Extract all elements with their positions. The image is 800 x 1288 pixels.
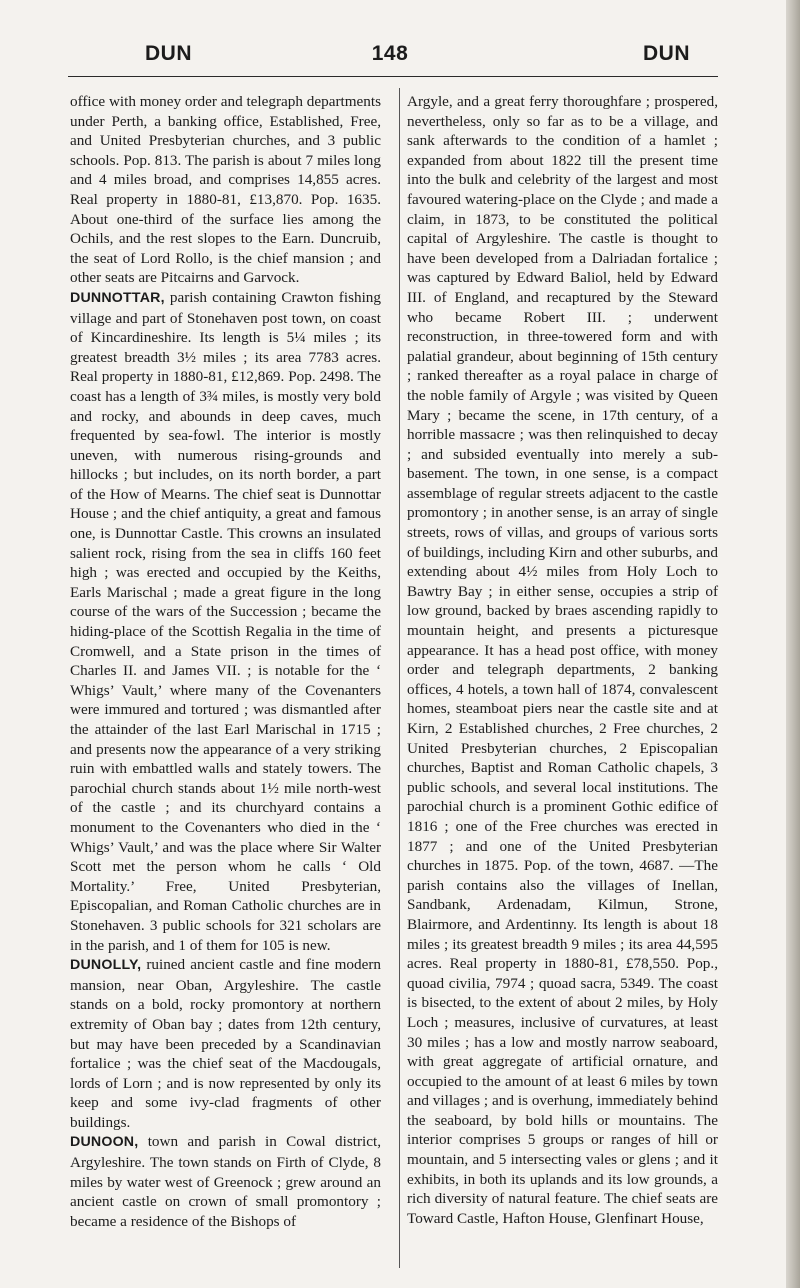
header-rule bbox=[68, 76, 718, 77]
page-edge bbox=[786, 0, 800, 1288]
headword: DUNOLLY, bbox=[70, 957, 142, 974]
running-head-right: DUN bbox=[643, 42, 690, 65]
entry-dunnottar bbox=[70, 288, 381, 955]
entry-dunolly bbox=[70, 955, 381, 1132]
headword: DUNNOTTAR, bbox=[70, 289, 165, 306]
running-head-left: DUN bbox=[145, 42, 192, 65]
entry-text: parish containing Crawton fishing village and part of Stonehaven post town, on coast of Kincardineshire. Its length is 5¼ miles ; its greatest breadth 3½ miles ; its area 7783 acres. Real property in 1880-81, £12,869. Pop. 2498. The coast has a length of 3¾ miles, is mostly very bold and rocky, and abounds in deep caves, much frequented by sea-fowl. The interior is mostly uneven, with numerous rising-grounds and hillocks ; but includes, on its north border, a part of the How of Mearns. The chief seat is Dunnottar House ; and the chief antiquity, a great and famous one, is Dunnottar Castle. This crowns an insulated salient rock, rising from the sea in cliffs 160 feet high ; was erected and occupied by the Keiths, Earls Marischal ; made a great figure in the long course of the wars of the Succession ; became the hiding-place of the Scottish Regalia in the time of Cromwell, and a State prison in the times of Charles II. and James VII. ; is notable for the ‘ Whigs’ Vault,’ where many of the Covenanters were immured and tortured ; was dismantled after the attainder of the last Earl Marischal in 1715 ; and presents now the appearance of a very striking ruin with embattled walls and stately towers. The parochial church stands about 1½ mile north-west of the castle ; and its churchyard contains a monument to the Covenanters who died in the ‘ Whigs’ Vault,’ and was the place where Sir Walter Scott met the person whom he calls ‘ Old Mortality.’ Free, United Presbyterian, Episcopalian, and Roman Catholic churches are in Stonehaven. 3 public schools for 321 scholars are in the parish, and 1 of them for 105 is new. bbox=[70, 288, 381, 954]
entry-dunoon bbox=[70, 1132, 381, 1231]
page-number: 148 bbox=[371, 42, 409, 65]
entry-text: ruined ancient castle and fine modern mansion, near Oban, Argyleshire. The castle stands on a bold, rocky promontory at northern extremity of Oban bay ; dates from 12th century, but may have been preceded by a Scandinavian fortalice ; was the chief seat of the Macdougals, lords of Lorn ; and is now represented by only its keep and some ivy-clad fragments of other buildings. bbox=[70, 956, 381, 1131]
running-head bbox=[60, 42, 720, 72]
column-divider bbox=[399, 88, 400, 1268]
entry-text: town and parish in Cowal district, Argyleshire. The town stands on Firth of Clyde, 8 miles by water west of Greenock ; grew around an ancient castle on crown of small promontory ; became a residence of the Bishops of bbox=[70, 1133, 381, 1230]
headword: DUNOON, bbox=[70, 1134, 139, 1151]
right-column-text: Argyle, and a great ferry thoroughfare ; prospered, nevertheless, only so far as to be a village, and sank afterwards to the condition of a hamlet ; expanded from about 1822 till the present time into the bulk and celebrity of the largest and most favoured watering-place on the Clyde ; and made a claim, in 1873, to be constituted the political capital of Argyleshire. The castle is thought to have been developed from a Dalriadan fortalice ; was captured by Edward Baliol, held by Edward III. of England, and recaptured by the Steward who became Robert III. ; underwent reconstruction, in three-towered form and with palatial grandeur, about beginning of 15th century ; ranked thereafter as a royal palace in charge of the noble family of Argyle ; was visited by Queen Mary ; became the scene, in 17th century, of a horrible massacre ; was then relinquished to decay ; and subsided eventually into merely a sub-basement. The town, in one sense, is a compact assemblage of regular streets adjacent to the castle promontory ; in another sense, is an array of single streets, rows of villas, and groups of various sorts of buildings, including Kirn and other suburbs, and extending about 4½ miles from Holy Loch to Bawtry Bay ; in either sense, occupies a strip of low ground, backed by braes ascending rapidly to mountain height, and presents a picturesque appearance. It has a head post office, with money order and telegraph departments, 2 banking offices, 4 hotels, a town hall of 1874, convalescent homes, steamboat piers near the castle site and at Kirn, 2 Established churches, 2 Free churches, 2 United Presbyterian churches, 2 Episcopalian churches, Baptist and Roman Catholic chapels, 3 public schools, and several local institutions. The parochial church is a prominent Gothic edifice of 1816 ; one of the Free churches was erected in 1877 ; and one of the United Presbyterian churches in 1875. Pop. of the town, 4687. —The parish contains also the villages of Inellan, Sandbank, Ardenadam, Kilmun, Strone, Blairmore, and Ardentinny. Its length is about 18 miles ; its greatest breadth 9 miles ; its area 44,595 acres. Real property in 1880-81, £78,550. Pop., quoad civilia, 7974 ; quoad sacra, 5349. The coast is bisected, to the extent of about 2 miles, by Holy Loch ; measures, inclusive of curvatures, at least 30 miles ; has a low and mostly narrow seaboard, with great aggregate of artificial ornature, and occupied to the amount of at least 6 miles by town and villages ; and is overhung, immediately behind the seaboard, by bold hills or mountains. The interior comprises 5 groups or ranges of hill or mountain, and 5 intersecting vales or glens ; and it exhibits, in both its uplands and its low grounds, a rich diversity of natural feature. The chief seats are Toward Castle, Hafton House, Glenfinart House, bbox=[407, 93, 718, 1227]
left-column bbox=[70, 92, 381, 1231]
continuation-paragraph: office with money order and telegraph departments under Perth, a banking office, Established, Free, and United Presbyterian churches, and 3 public schools. Pop. 813. The parish is about 7 miles long and 4 miles broad, and comprises 14,855 acres. Real property in 1880-81, £13,870. Pop. 1635. About one-third of the surface lies among the Ochils, and the rest slopes to the Earn. Duncruib, the seat of Lord Rollo, is the chief mansion ; and other seats are Pitcairns and Garvock. bbox=[70, 93, 381, 287]
right-column bbox=[407, 92, 718, 1228]
